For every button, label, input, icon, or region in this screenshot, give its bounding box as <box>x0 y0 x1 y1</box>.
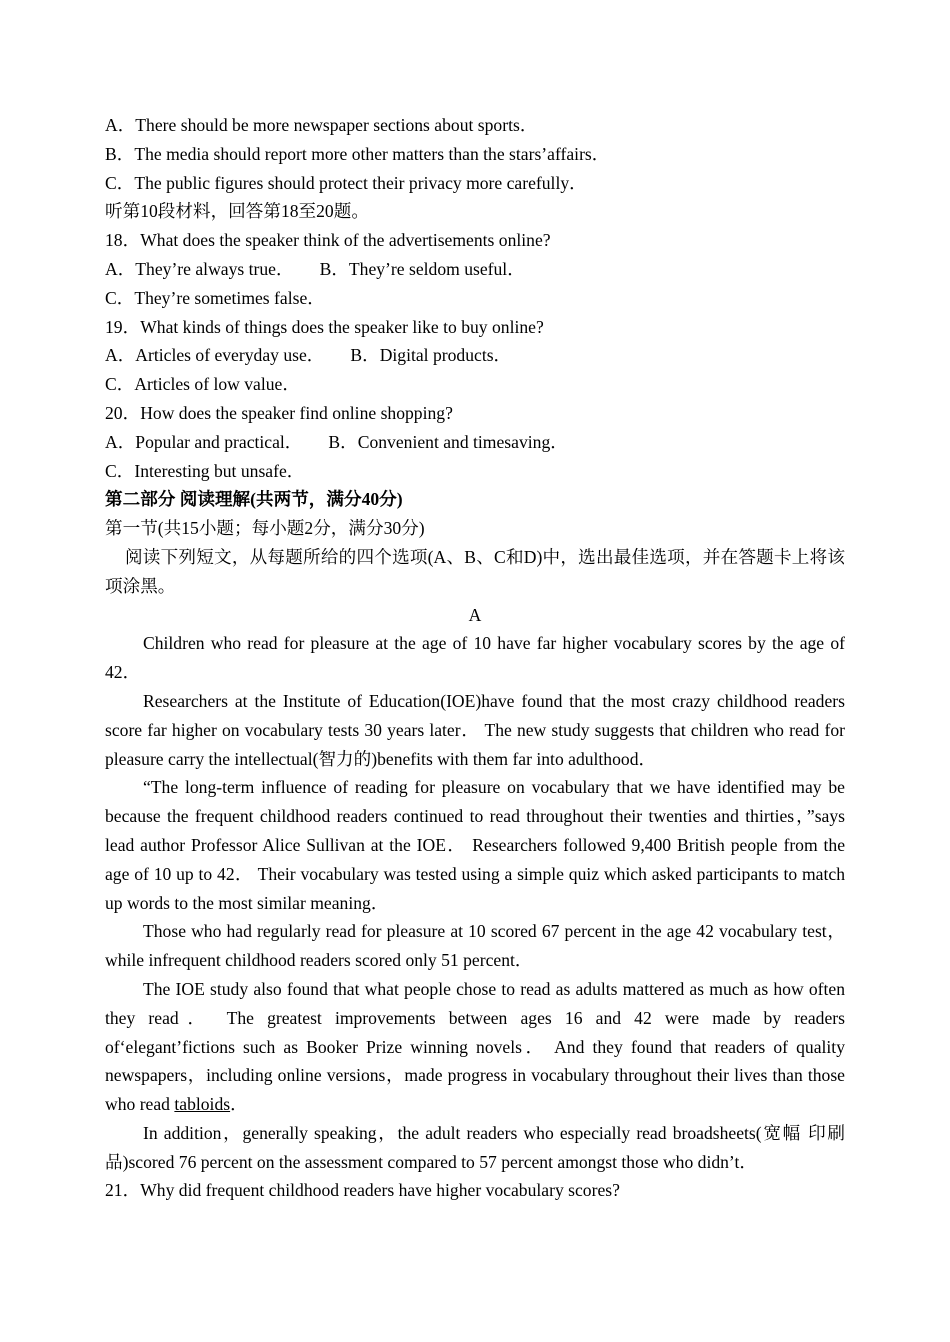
q20-question: 20．How does the speaker find online shopping? <box>105 402 453 423</box>
q21-question: 21．Why did frequent childhood readers have higher vocabulary scores? <box>105 1180 620 1201</box>
q19-options-row <box>105 341 845 370</box>
q18-question: 18．What does the speaker think of the advertisements online? <box>105 230 551 251</box>
passage-paragraph-5 <box>105 975 845 1119</box>
passage-paragraph-4: Those who had regularly read for pleasure at 10 scored 67 percent in the age 42 vocabulary test，while infrequent childhood readers scored only 51 percent． <box>105 921 845 971</box>
q20-option-c: C．Interesting but unsafe． <box>105 460 305 481</box>
listening-10-instruction: 听第10段材料，回答第18至20题。 <box>105 201 369 222</box>
q19-question: 19．What kinds of things does the speaker like to buy online? <box>105 316 544 337</box>
q17-option-a: A．There should be more newspaper sections about sports． <box>105 115 538 135</box>
q18-options-row <box>105 255 845 284</box>
q18-option-c: C．They’re sometimes false． <box>105 287 325 308</box>
q20-option-b: B．Convenient and timesaving． <box>328 431 568 452</box>
q17-option-b: B．The media should report more other matters than the stars’affairs． <box>105 143 610 164</box>
underlined-word-tabloids: tabloids <box>174 1094 231 1115</box>
section1-heading: 第一节(共15小题；每小题2分，满分30分) <box>105 518 425 539</box>
q18-option-a: A．They’re always true． <box>105 258 294 279</box>
q17-option-c: C．The public figures should protect their privacy more carefully． <box>105 172 587 193</box>
q18-option-b: B．They’re seldom useful． <box>319 258 525 279</box>
passage-paragraph-2: Researchers at the Institute of Education(IOE)have found that the most crazy childhood readers score far higher on vocabulary tests 30 years later． The new study suggests that children who read for pleasure carry the intellectual(智力的)benefits with them far into adulthood． <box>105 690 845 769</box>
passage-paragraph-6: In addition，generally speaking，the adult readers who especially read broadsheets(宽幅 印刷品)scored 76 percent on the assessment compared to 57 percent amongst those who didn’t． <box>105 1122 845 1172</box>
paragraph-5-end: ． <box>230 1094 248 1115</box>
q19-option-a: A．Articles of everyday use． <box>105 345 325 366</box>
q20-option-a: A．Popular and practical． <box>105 431 303 452</box>
passage-paragraph-3: “The long-term influence of reading for pleasure on vocabulary that we have identified may be because the frequent childhood readers continued to read throughout their twenties and thirties，”says lead author Professor Alice Sullivan at the IOE． Researchers followed 9,400 British people from the age of 10 up to 42． Their vocabulary was tested using a simple quiz which asked participants to match up words to the most similar meaning． <box>105 777 845 913</box>
passage-label: A <box>468 604 482 625</box>
reading-instruction: 阅读下列短文，从每题所给的四个选项(A、B、C和D)中，选出最佳选项，并在答题卡上将该项涂黑。 <box>105 546 845 596</box>
part2-heading: 第二部分 阅读理解(共两节，满分40分) <box>105 489 403 510</box>
q20-options-row <box>105 428 845 457</box>
q19-option-b: B．Digital products． <box>350 345 512 366</box>
paragraph-5-text: The IOE study also found that what people chose to read as adults mattered as much as how often they read． The greatest improvements between ages 16 and 42 were made by readers of‘elegant’fictions such as Booker Prize winning novels． And they found that readers of quality newspapers，including online versions，made progress in vocabulary throughout their lives than those who read <box>105 978 845 1115</box>
passage-paragraph-1: Children who read for pleasure at the age of 10 have far higher vocabulary scores by the age of 42． <box>105 633 845 683</box>
q19-option-c: C．Articles of low value． <box>105 374 300 395</box>
exam-page <box>105 111 845 1205</box>
